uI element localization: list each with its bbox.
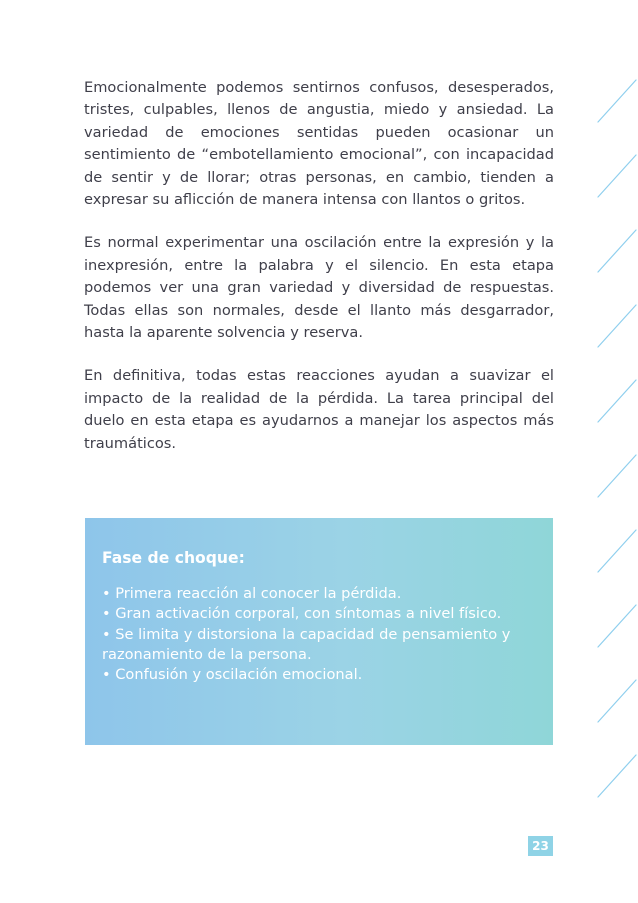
decorative-line bbox=[598, 305, 636, 347]
paragraph-2: Es normal experimentar una oscilación entre la expresión y la inexpresión, entre la palabra y el silencio. En esta etapa podemos ver una gran variedad y diversidad de respuestas. Todas ellas son normales, desde el llanto más desgarrador, hasta la aparente solvencia y reserva. bbox=[84, 234, 554, 342]
info-box-title: Fase de choque: bbox=[102, 549, 245, 567]
list-item: • Primera reacción al conocer la pérdida. bbox=[102, 585, 402, 602]
decorative-line bbox=[598, 230, 636, 272]
decorative-line bbox=[598, 80, 636, 122]
decorative-line bbox=[598, 755, 636, 797]
list-item: • Confusión y oscilación emocional. bbox=[102, 666, 363, 684]
decorative-line bbox=[598, 380, 636, 422]
page-number: 23 bbox=[528, 836, 553, 856]
info-box bbox=[85, 518, 553, 745]
decorative-line bbox=[598, 455, 636, 497]
decorative-line bbox=[598, 530, 636, 572]
decorative-line bbox=[598, 680, 636, 722]
decorative-line bbox=[598, 605, 636, 647]
paragraph-1: Emocionalmente podemos sentirnos confusos, desesperados, tristes, culpables, llenos de angustia, miedo y ansiedad. La variedad de emociones sentidas pueden ocasionar un sentimiento de “embotellamiento emocional”, con incapacidad de sentir y de llorar; otras personas, en cambio, tienden a expresar su aflicción de manera intensa con llantos o gritos. bbox=[84, 79, 554, 209]
info-box-list bbox=[102, 584, 512, 685]
decorative-line bbox=[598, 155, 636, 197]
list-item: • Gran activación corporal, con síntomas a nivel físico. bbox=[102, 605, 502, 623]
body-text bbox=[84, 77, 554, 476]
decorative-diagonal-lines bbox=[590, 0, 638, 903]
paragraph-3: En definitiva, todas estas reacciones ayudan a suavizar el impacto de la realidad de la pérdida. La tarea principal del duelo en esta etapa es ayudarnos a manejar los aspectos más traumáticos. bbox=[84, 367, 554, 452]
list-item: • Se limita y distorsiona la capacidad de pensamiento y razonamiento de la persona. bbox=[102, 625, 511, 663]
